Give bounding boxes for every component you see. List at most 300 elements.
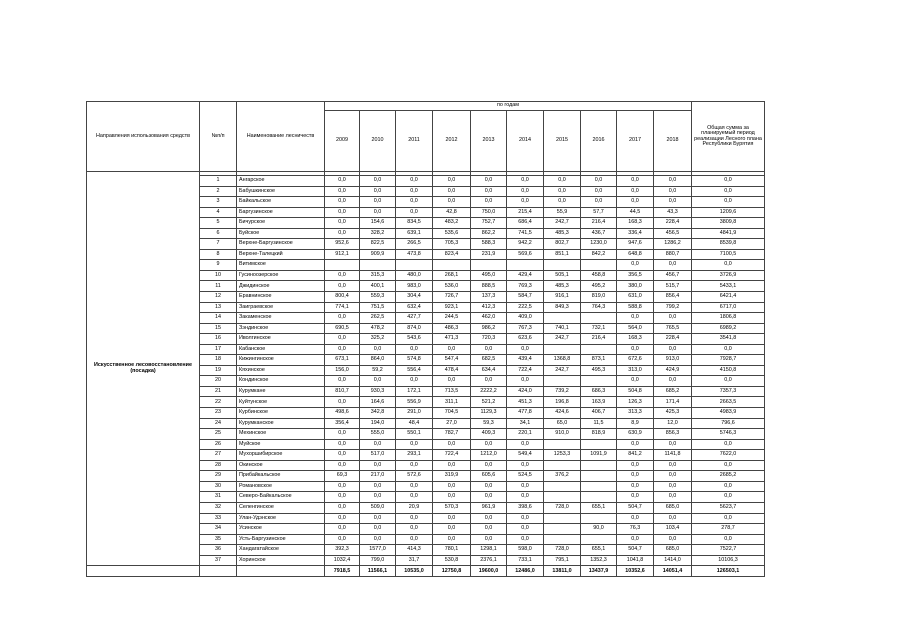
year-value-cell <box>544 376 581 387</box>
year-value-cell: 0,0 <box>325 218 360 229</box>
year-value-cell: 65,0 <box>544 418 581 429</box>
year-value-cell: 0,0 <box>617 481 654 492</box>
year-value-cell: 486,3 <box>433 323 471 334</box>
year-value-cell: 171,4 <box>654 397 692 408</box>
year-value-cell: 59,2 <box>360 365 396 376</box>
year-value-cell: 672,6 <box>617 355 654 366</box>
year-value-cell: 0,0 <box>617 186 654 197</box>
year-value-cell: 0,0 <box>544 186 581 197</box>
year-value-cell: 1577,0 <box>360 545 396 556</box>
year-value-cell: 0,0 <box>433 197 471 208</box>
year-value-cell: 12,0 <box>654 418 692 429</box>
year-value-cell: 0,0 <box>471 197 507 208</box>
year-value-cell: 0,0 <box>360 186 396 197</box>
year-value-cell <box>433 260 471 271</box>
year-value-cell: 59,3 <box>471 418 507 429</box>
year-value-cell: 0,0 <box>507 186 544 197</box>
year-value-cell: 549,4 <box>507 450 544 461</box>
year-value-cell: 456,7 <box>654 270 692 281</box>
year-value-cell: 0,0 <box>471 534 507 545</box>
row-number: 20 <box>200 376 237 387</box>
year-value-cell: 27,0 <box>433 418 471 429</box>
row-number: 10 <box>200 270 237 281</box>
year-value-cell: 0,0 <box>433 376 471 387</box>
year-value-cell: 0,0 <box>360 176 396 187</box>
year-value-cell: 220,1 <box>507 429 544 440</box>
year-total-cell: 10535,0 <box>396 566 433 577</box>
row-number: 17 <box>200 344 237 355</box>
forestry-name: Хоринское <box>237 555 325 566</box>
year-value-cell: 0,0 <box>654 344 692 355</box>
year-value-cell: 630,9 <box>617 429 654 440</box>
year-value-cell: 34,1 <box>507 418 544 429</box>
year-value-cell: 802,7 <box>544 239 581 250</box>
year-value-cell <box>360 260 396 271</box>
year-value-cell: 0,0 <box>360 439 396 450</box>
direction-cell: Искусственное лесовосстановление (посадка) <box>87 172 200 566</box>
year-value-cell: 0,0 <box>617 176 654 187</box>
forestry-name: Верхне-Баргузинское <box>237 239 325 250</box>
forestry-name: Закаменское <box>237 313 325 324</box>
year-value-cell: 0,0 <box>433 524 471 535</box>
year-value-cell: 163,9 <box>581 397 617 408</box>
year-value-cell: 547,4 <box>433 355 471 366</box>
forestry-name: Иволгинское <box>237 334 325 345</box>
year-value-cell <box>544 460 581 471</box>
year-value-cell: 655,1 <box>581 545 617 556</box>
year-value-cell: 0,0 <box>654 313 692 324</box>
year-value-cell <box>581 481 617 492</box>
year-value-cell: 291,0 <box>396 408 433 419</box>
year-value-cell: 750,0 <box>471 207 507 218</box>
row-number: 1 <box>200 176 237 187</box>
year-value-cell: 412,3 <box>471 302 507 313</box>
year-value-cell: 0,0 <box>654 513 692 524</box>
year-value-cell: 0,0 <box>433 186 471 197</box>
year-value-cell: 862,2 <box>471 228 507 239</box>
year-total-cell: 11566,1 <box>360 566 396 577</box>
year-value-cell: 172,1 <box>396 386 433 397</box>
row-total-cell: 7522,7 <box>692 545 765 556</box>
year-value-cell: 504,7 <box>617 502 654 513</box>
row-total-cell: 4983,9 <box>692 408 765 419</box>
row-number: 8 <box>200 249 237 260</box>
year-value-cell: 0,0 <box>360 524 396 535</box>
year-value-cell: 842,2 <box>581 249 617 260</box>
year-value-cell: 0,0 <box>325 344 360 355</box>
year-value-cell: 31,7 <box>396 555 433 566</box>
year-value-cell: 634,4 <box>471 365 507 376</box>
year-value-cell: 0,0 <box>325 397 360 408</box>
year-value-cell: 0,0 <box>617 260 654 271</box>
year-value-cell: 0,0 <box>325 502 360 513</box>
year-value-cell: 521,2 <box>471 397 507 408</box>
year-value-cell: 0,0 <box>617 492 654 503</box>
year-value-cell: 231,9 <box>471 249 507 260</box>
row-total-cell: 0,0 <box>692 481 765 492</box>
year-value-cell: 720,3 <box>471 334 507 345</box>
year-value-cell: 0,0 <box>325 460 360 471</box>
forestry-name: Ангарское <box>237 176 325 187</box>
year-value-cell: 0,0 <box>325 492 360 503</box>
year-value-cell: 986,2 <box>471 323 507 334</box>
year-value-cell: 11,5 <box>581 418 617 429</box>
year-value-cell: 0,0 <box>581 197 617 208</box>
year-value-cell: 217,0 <box>360 471 396 482</box>
year-value-cell: 0,0 <box>617 513 654 524</box>
year-value-cell <box>581 376 617 387</box>
year-value-cell: 555,0 <box>360 429 396 440</box>
year-value-cell: 685,0 <box>654 502 692 513</box>
year-value-cell: 126,3 <box>617 397 654 408</box>
year-value-cell: 1212,0 <box>471 450 507 461</box>
year-value-cell: 648,8 <box>617 249 654 260</box>
year-total-cell: 12486,0 <box>507 566 544 577</box>
row-number: 32 <box>200 502 237 513</box>
year-value-cell <box>471 260 507 271</box>
year-value-cell: 76,3 <box>617 524 654 535</box>
row-total-cell: 796,6 <box>692 418 765 429</box>
year-value-cell: 20,9 <box>396 502 433 513</box>
row-number: 36 <box>200 545 237 556</box>
by-years-header: по годам <box>325 102 692 111</box>
year-value-cell <box>544 481 581 492</box>
year-value-cell: 0,0 <box>471 176 507 187</box>
forestry-name: Мухоршибирское <box>237 450 325 461</box>
year-value-cell: 69,3 <box>325 471 360 482</box>
year-value-cell: 686,4 <box>507 218 544 229</box>
year-value-cell: 2376,1 <box>471 555 507 566</box>
year-value-cell: 0,0 <box>325 513 360 524</box>
row-number: 27 <box>200 450 237 461</box>
year-value-cell: 0,0 <box>433 176 471 187</box>
forestry-name: Кондинское <box>237 376 325 387</box>
year-value-cell: 495,2 <box>581 281 617 292</box>
year-value-cell: 0,0 <box>396 513 433 524</box>
year-value-cell: 392,3 <box>325 545 360 556</box>
year-value-cell: 639,1 <box>396 228 433 239</box>
year-value-cell: 495,0 <box>471 270 507 281</box>
row-number: 24 <box>200 418 237 429</box>
year-value-cell: 90,0 <box>581 524 617 535</box>
row-total-cell: 0,0 <box>692 260 765 271</box>
year-value-cell: 0,0 <box>654 460 692 471</box>
year-value-cell: 983,0 <box>396 281 433 292</box>
year-value-cell: 0,0 <box>507 197 544 208</box>
year-value-cell: 0,0 <box>654 534 692 545</box>
forestry-name: Байкальское <box>237 197 325 208</box>
year-value-cell: 439,4 <box>507 355 544 366</box>
year-value-cell: 505,1 <box>544 270 581 281</box>
year-header: 2011 <box>396 111 433 172</box>
forestry-name: Кяхинское <box>237 365 325 376</box>
year-value-cell: 242,7 <box>544 218 581 229</box>
year-value-cell: 0,0 <box>360 460 396 471</box>
year-value-cell: 733,1 <box>507 555 544 566</box>
year-value-cell: 293,1 <box>396 450 433 461</box>
year-value-cell: 874,0 <box>396 323 433 334</box>
year-value-cell: 722,4 <box>507 365 544 376</box>
year-value-cell: 427,7 <box>396 313 433 324</box>
year-header: 2010 <box>360 111 396 172</box>
forest-plan-table <box>86 101 765 577</box>
row-total-cell: 278,7 <box>692 524 765 535</box>
year-value-cell: 400,1 <box>360 281 396 292</box>
forestry-name: Буйское <box>237 228 325 239</box>
year-value-cell: 103,4 <box>654 524 692 535</box>
year-value-cell: 0,0 <box>360 492 396 503</box>
year-value-cell: 216,4 <box>581 334 617 345</box>
year-value-cell: 471,3 <box>433 334 471 345</box>
year-value-cell: 0,0 <box>654 439 692 450</box>
forestry-name: Курумканское <box>237 418 325 429</box>
row-number: 7 <box>200 239 237 250</box>
year-value-cell: 266,5 <box>396 239 433 250</box>
forestry-name: Хандагатайское <box>237 545 325 556</box>
year-value-cell: 0,0 <box>396 176 433 187</box>
year-value-cell: 0,0 <box>325 481 360 492</box>
year-value-cell: 0,0 <box>433 481 471 492</box>
year-value-cell: 605,6 <box>471 471 507 482</box>
year-value-cell: 739,2 <box>544 386 581 397</box>
year-value-cell: 556,4 <box>396 365 433 376</box>
year-value-cell: 598,0 <box>507 545 544 556</box>
year-value-cell: 48,4 <box>396 418 433 429</box>
year-value-cell: 682,5 <box>471 355 507 366</box>
year-value-cell: 0,0 <box>325 313 360 324</box>
year-value-cell: 485,3 <box>544 281 581 292</box>
year-value-cell <box>544 534 581 545</box>
forestry-name: Улан-Удэнское <box>237 513 325 524</box>
year-value-cell: 556,9 <box>396 397 433 408</box>
forestry-name: Усть-Баргузинское <box>237 534 325 545</box>
year-value-cell: 947,6 <box>617 239 654 250</box>
year-value-cell: 909,9 <box>360 249 396 260</box>
year-value-cell: 550,1 <box>396 429 433 440</box>
year-value-cell: 800,4 <box>325 292 360 303</box>
year-value-cell: 0,0 <box>471 513 507 524</box>
forestry-name: Прибайкальское <box>237 471 325 482</box>
year-value-cell: 728,0 <box>544 545 581 556</box>
forestry-name: Баргузинское <box>237 207 325 218</box>
year-value-cell: 631,0 <box>617 292 654 303</box>
year-value-cell: 765,5 <box>654 323 692 334</box>
forestry-name: Зэндинское <box>237 323 325 334</box>
year-value-cell: 0,0 <box>325 334 360 345</box>
forestry-name: Гусиноозерское <box>237 270 325 281</box>
year-value-cell <box>581 439 617 450</box>
row-total-cell: 0,0 <box>692 492 765 503</box>
year-value-cell: 588,8 <box>617 302 654 313</box>
year-value-cell: 0,0 <box>325 207 360 218</box>
year-value-cell: 44,5 <box>617 207 654 218</box>
year-value-cell: 473,8 <box>396 249 433 260</box>
year-value-cell: 268,1 <box>433 270 471 281</box>
year-total-cell: 10352,6 <box>617 566 654 577</box>
year-value-cell: 0,0 <box>433 344 471 355</box>
year-value-cell: 485,3 <box>544 228 581 239</box>
year-value-cell: 1368,8 <box>544 355 581 366</box>
year-value-cell: 495,3 <box>581 365 617 376</box>
row-total-cell: 1806,8 <box>692 313 765 324</box>
year-value-cell: 2222,2 <box>471 386 507 397</box>
year-header: 2016 <box>581 111 617 172</box>
year-value-cell: 1032,4 <box>325 555 360 566</box>
year-value-cell: 741,5 <box>507 228 544 239</box>
year-value-cell: 0,0 <box>471 492 507 503</box>
year-value-cell: 0,0 <box>507 534 544 545</box>
year-value-cell: 864,0 <box>360 355 396 366</box>
year-value-cell: 0,0 <box>507 524 544 535</box>
year-value-cell: 524,5 <box>507 471 544 482</box>
row-number: 3 <box>200 197 237 208</box>
year-value-cell: 424,0 <box>507 386 544 397</box>
row-number: 35 <box>200 534 237 545</box>
year-value-cell: 196,8 <box>544 397 581 408</box>
year-header: 2014 <box>507 111 544 172</box>
year-value-cell: 623,6 <box>507 334 544 345</box>
row-number: 28 <box>200 460 237 471</box>
year-value-cell: 1141,8 <box>654 450 692 461</box>
year-value-cell: 0,0 <box>617 471 654 482</box>
year-value-cell: 0,0 <box>507 376 544 387</box>
year-value-cell: 0,0 <box>396 534 433 545</box>
year-value-cell: 916,1 <box>544 292 581 303</box>
row-total-cell: 5623,7 <box>692 502 765 513</box>
year-value-cell: 704,5 <box>433 408 471 419</box>
year-value-cell: 328,2 <box>360 228 396 239</box>
year-value-cell: 913,0 <box>654 355 692 366</box>
row-total-cell: 7622,0 <box>692 450 765 461</box>
year-value-cell: 795,1 <box>544 555 581 566</box>
year-value-cell: 313,3 <box>617 408 654 419</box>
year-value-cell: 0,0 <box>433 513 471 524</box>
year-value-cell: 1298,1 <box>471 545 507 556</box>
year-value-cell: 409,0 <box>507 313 544 324</box>
year-value-cell: 0,0 <box>325 281 360 292</box>
year-value-cell: 0,0 <box>396 207 433 218</box>
year-value-cell: 0,0 <box>325 429 360 440</box>
year-value-cell: 0,0 <box>581 186 617 197</box>
year-value-cell: 311,1 <box>433 397 471 408</box>
year-value-cell <box>544 492 581 503</box>
year-value-cell: 0,0 <box>325 439 360 450</box>
year-value-cell: 0,0 <box>654 260 692 271</box>
row-total-cell: 5433,1 <box>692 281 765 292</box>
year-total-cell: 12750,8 <box>433 566 471 577</box>
year-value-cell: 0,0 <box>617 197 654 208</box>
year-value-cell: 740,1 <box>544 323 581 334</box>
year-value-cell: 242,7 <box>544 365 581 376</box>
year-total-cell: 13437,9 <box>581 566 617 577</box>
year-value-cell: 0,0 <box>507 460 544 471</box>
year-value-cell: 1253,3 <box>544 450 581 461</box>
year-value-cell: 570,3 <box>433 502 471 513</box>
year-total-cell: 7918,5 <box>325 566 360 577</box>
year-value-cell: 685,2 <box>654 386 692 397</box>
row-total-cell: 0,0 <box>692 460 765 471</box>
year-value-cell: 215,4 <box>507 207 544 218</box>
year-value-cell: 0,0 <box>433 534 471 545</box>
year-value-cell <box>581 471 617 482</box>
row-total-cell: 4841,9 <box>692 228 765 239</box>
year-value-cell <box>396 260 433 271</box>
forestry-name: Заиграевское <box>237 302 325 313</box>
year-value-cell <box>581 344 617 355</box>
year-value-cell: 1414,0 <box>654 555 692 566</box>
year-value-cell: 0,0 <box>325 270 360 281</box>
row-number: 11 <box>200 281 237 292</box>
row-number: 34 <box>200 524 237 535</box>
year-value-cell: 0,0 <box>617 460 654 471</box>
year-value-cell: 0,0 <box>325 176 360 187</box>
year-value-cell: 767,3 <box>507 323 544 334</box>
year-value-cell: 572,6 <box>396 471 433 482</box>
year-value-cell: 0,0 <box>654 186 692 197</box>
year-value-cell: 480,0 <box>396 270 433 281</box>
year-value-cell: 0,0 <box>396 376 433 387</box>
row-number: 15 <box>200 323 237 334</box>
table-body <box>87 172 765 566</box>
year-value-cell: 0,0 <box>433 439 471 450</box>
year-value-cell: 356,5 <box>617 270 654 281</box>
year-value-cell: 764,3 <box>581 302 617 313</box>
year-value-cell: 0,0 <box>360 376 396 387</box>
row-total-cell: 0,0 <box>692 376 765 387</box>
year-value-cell: 0,0 <box>396 344 433 355</box>
row-number: 18 <box>200 355 237 366</box>
row-total-cell: 1209,6 <box>692 207 765 218</box>
forestry-name-header: Наименование лесничеств <box>237 102 325 172</box>
forestry-name: Окинское <box>237 460 325 471</box>
year-value-cell: 356,4 <box>325 418 360 429</box>
year-value-cell: 1041,8 <box>617 555 654 566</box>
row-number: 4 <box>200 207 237 218</box>
year-value-cell: 0,0 <box>396 492 433 503</box>
row-total-cell: 2663,5 <box>692 397 765 408</box>
row-number: 33 <box>200 513 237 524</box>
row-total-cell: 10106,3 <box>692 555 765 566</box>
year-value-cell: 0,0 <box>360 534 396 545</box>
year-value-cell <box>544 524 581 535</box>
row-number: 2 <box>200 186 237 197</box>
row-number: 26 <box>200 439 237 450</box>
year-value-cell: 713,5 <box>433 386 471 397</box>
year-value-cell: 156,0 <box>325 365 360 376</box>
totals-row <box>87 566 765 577</box>
year-value-cell: 952,6 <box>325 239 360 250</box>
year-value-cell: 834,5 <box>396 218 433 229</box>
row-total-cell: 0,0 <box>692 176 765 187</box>
year-value-cell: 0,0 <box>617 534 654 545</box>
direction-header: Направления использования средств <box>87 102 200 172</box>
row-number: 19 <box>200 365 237 376</box>
row-total-cell: 0,0 <box>692 197 765 208</box>
year-value-cell: 1091,9 <box>581 450 617 461</box>
year-value-cell: 414,3 <box>396 545 433 556</box>
year-value-cell: 1129,3 <box>471 408 507 419</box>
row-number: 21 <box>200 386 237 397</box>
year-value-cell: 262,5 <box>360 313 396 324</box>
year-value-cell <box>581 513 617 524</box>
year-value-cell: 429,4 <box>507 270 544 281</box>
forestry-name: Еравнинское <box>237 292 325 303</box>
year-value-cell: 588,3 <box>471 239 507 250</box>
year-value-cell: 0,0 <box>581 176 617 187</box>
row-total-cell: 6421,4 <box>692 292 765 303</box>
year-value-cell: 0,0 <box>433 460 471 471</box>
year-value-cell <box>544 513 581 524</box>
